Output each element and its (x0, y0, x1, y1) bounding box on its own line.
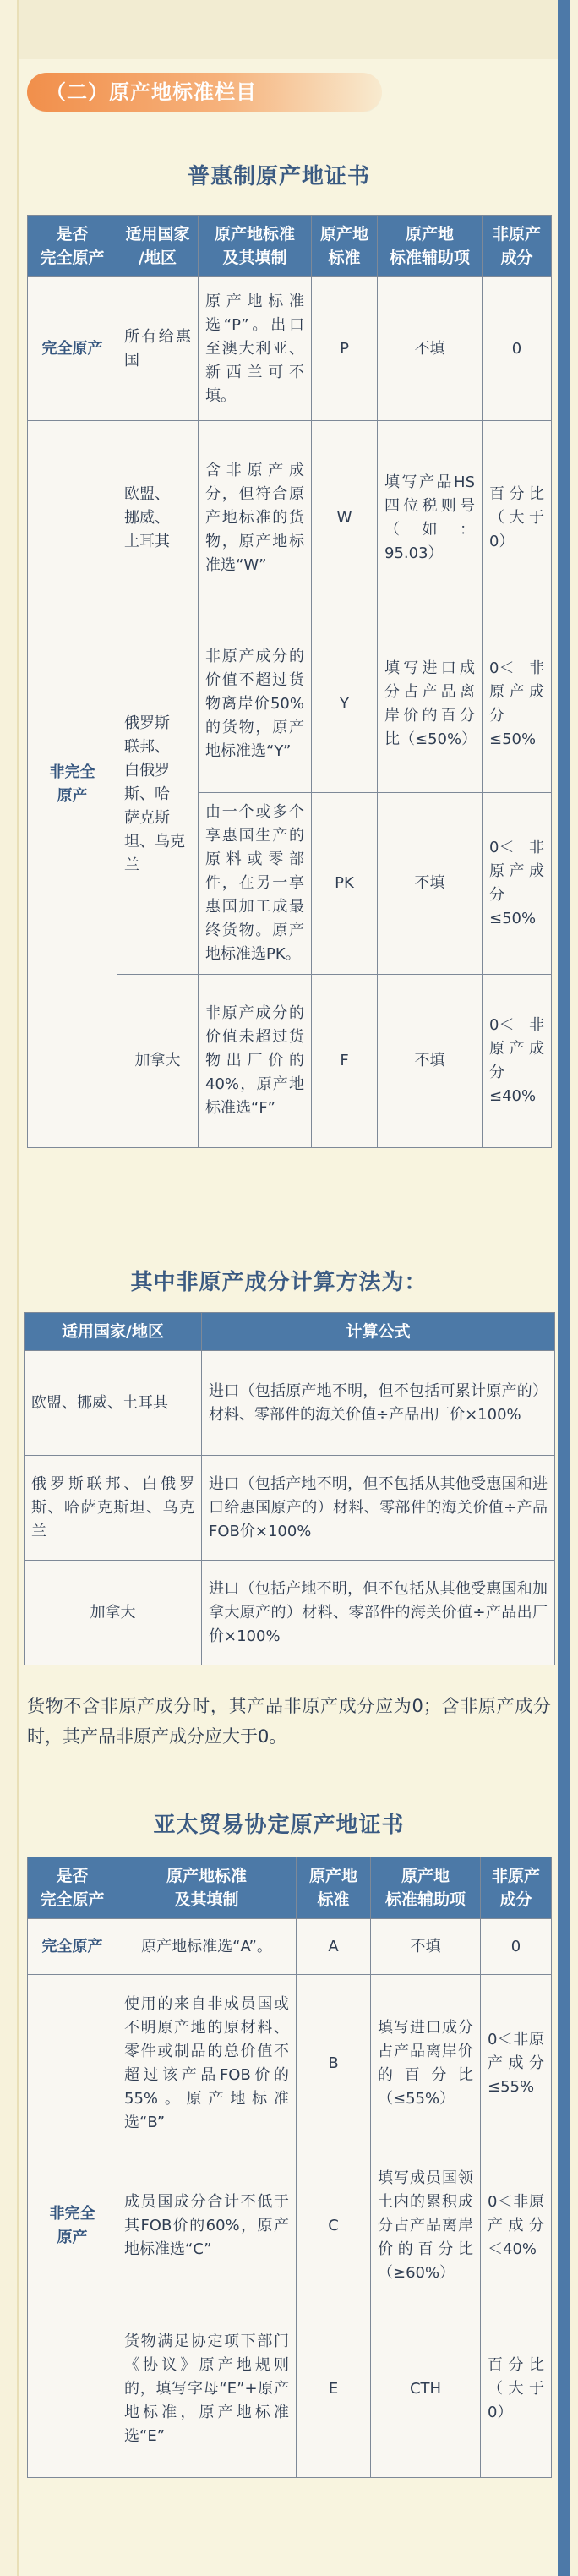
method-row-3-country: 加拿大 (25, 1561, 202, 1665)
apta-header-row (28, 1857, 552, 1919)
apta-col-full: 是否 完全原产 (28, 1857, 117, 1919)
apta-col-aux: 原产地 标准辅助项 (371, 1857, 481, 1919)
gsp-col-fill: 原产地标准 及其填制 (199, 216, 312, 277)
apta-row-e-fill: 货物满足协定项下部门《协议》原产地规则的，填写字母“E”+原产地标准，原产地标准选“E” (117, 2300, 297, 2478)
gsp-col-ratio: 非原产 成分 (483, 216, 552, 277)
method-row (25, 1351, 555, 1456)
gsp-row-f-country: 加拿大 (117, 975, 199, 1148)
apta-full-ratio: 0 (481, 1919, 552, 1975)
gsp-row-y-ratio: 0＜非原产成分≤50% (483, 615, 552, 793)
gsp-col-std: 原产地 标准 (312, 216, 378, 277)
gsp-row-pk-fill: 由一个或多个享惠国生产的原料或零部件，在另一享惠国加工成最终货物。原产地标准选PK。 (199, 793, 312, 975)
apta-title: 亚太贸易协定原产地证书 (153, 1813, 405, 1838)
apta-row-c-std: C (297, 2152, 371, 2300)
gsp-col-full: 是否 完全原产 (28, 216, 117, 277)
apta-col-std: 原产地 标准 (297, 1857, 371, 1919)
gsp-table (27, 215, 552, 1148)
method-row-2-formula: 进口（包括产地不明，但不包括从其他受惠国和进口给惠国原产的）材料、零部件的海关价值÷产品FOB价×100% (202, 1456, 555, 1561)
apta-partial-label: 非完全 原产 (28, 1975, 117, 2478)
gsp-full-aux: 不填 (378, 277, 483, 421)
apta-row-e-aux: CTH (371, 2300, 481, 2478)
method-title: 其中非原产成分计算方法为： (130, 1270, 428, 1295)
apta-row-b-std: B (297, 1975, 371, 2152)
apta-full-fill: 原产地标准选“A”。 (117, 1919, 297, 1975)
gsp-row-y-country: 俄罗斯 联邦、 白俄罗 斯、哈 萨克斯 坦、乌克 兰 (117, 615, 199, 975)
method-col-formula: 计算公式 (202, 1313, 555, 1351)
gsp-row-f-fill: 非原产成分的价值未超过货物出厂价的40%，原产地标准选“F” (199, 975, 312, 1148)
apta-col-fill: 原产地标准 及其填制 (117, 1857, 297, 1919)
gsp-full-ratio: 0 (483, 277, 552, 421)
gsp-row-w-std: W (312, 421, 378, 615)
note-paragraph: 货物不含非原产成分时，其产品非原产成分应为0；含非原产成分时，其产品非原产成分应大于0。 (27, 1696, 551, 1747)
gsp-row-pk-ratio: 0＜非原产成分≤50% (483, 793, 552, 975)
method-col-country: 适用国家/地区 (25, 1313, 202, 1351)
apta-table (27, 1857, 552, 2478)
gsp-row-w-ratio: 百分比（大于0） (483, 421, 552, 615)
gsp-col-country: 适用国家 /地区 (117, 216, 199, 277)
gsp-row-f-ratio: 0＜非原产成分≤40% (483, 975, 552, 1148)
gsp-row-y-fill: 非原产成分的价值不超过货物离岸价50%的货物，原产地标准选“Y” (199, 615, 312, 793)
gsp-row-f-std: F (312, 975, 378, 1148)
apta-row-e-ratio: 百分比（大于0） (481, 2300, 552, 2478)
top-band (19, 0, 558, 59)
method-table (24, 1312, 555, 1665)
gsp-row-w-aux: 填写产品HS四位税则号（如：95.03） (378, 421, 483, 615)
apta-row-c-ratio: 0＜非原产成分＜40% (481, 2152, 552, 2300)
section-header-text: （二）原产地标准栏目 (46, 80, 257, 104)
gsp-row-w-country: 欧盟、 挪威、 土耳其 (117, 421, 199, 615)
method-row (25, 1456, 555, 1561)
method-row-1-country: 欧盟、挪威、土耳其 (25, 1351, 202, 1456)
gsp-header-row (28, 216, 552, 277)
method-row-1-formula: 进口（包括原产地不明，但不包括可累计原产的）材料、零部件的海关价值÷产品出厂价×100% (202, 1351, 555, 1456)
apta-full-aux: 不填 (371, 1919, 481, 1975)
apta-row-b-fill: 使用的来自非成员国或不明原产地的原材料、零件或制品的总价值不超过该产品FOB价的55%。原产地标准选“B” (117, 1975, 297, 2152)
apta-row-e-std: E (297, 2300, 371, 2478)
apta-row-b-aux: 填写进口成分占产品离岸价的百分比（≤55%） (371, 1975, 481, 2152)
apta-full-label: 完全原产 (28, 1919, 117, 1975)
gsp-row-w-fill: 含非原产成分，但符合原产地标准的货物，原产地标准选“W” (199, 421, 312, 615)
method-row (25, 1561, 555, 1665)
gsp-row-pk-std: PK (312, 793, 378, 975)
apta-row-b (28, 1975, 552, 2152)
section-header (27, 73, 382, 112)
method-header-row (25, 1313, 555, 1351)
gsp-full-country: 所有给惠国 (117, 277, 199, 421)
gsp-full-label: 完全原产 (28, 277, 117, 421)
gsp-row-y-aux: 填写进口成分占产品离岸价的百分比（≤50%） (378, 615, 483, 793)
apta-row-c-aux: 填写成员国领土内的累积成分占产品离岸价的百分比（≥60%） (371, 2152, 481, 2300)
gsp-row-w (28, 421, 552, 615)
method-row-3-formula: 进口（包括产地不明，但不包括从其他受惠国和加拿大原产的）材料、零部件的海关价值÷产品出厂价×100% (202, 1561, 555, 1665)
apta-row-c-fill: 成员国成分合计不低于其FOB价的60%，原产地标准选“C” (117, 2152, 297, 2300)
gsp-row-f-aux: 不填 (378, 975, 483, 1148)
gsp-title: 普惠制原产地证书 (187, 164, 370, 189)
gsp-full-std: P (312, 277, 378, 421)
gsp-row-pk-aux: 不填 (378, 793, 483, 975)
gsp-col-aux: 原产地 标准辅助项 (378, 216, 483, 277)
method-row-2-country: 俄罗斯联邦、白俄罗斯、哈萨克斯坦、乌克兰 (25, 1456, 202, 1561)
gsp-partial-label: 非完全 原产 (28, 421, 117, 1148)
gsp-row-y-std: Y (312, 615, 378, 793)
apta-row-b-ratio: 0＜非原产成分≤55% (481, 1975, 552, 2152)
apta-col-ratio: 非原产 成分 (481, 1857, 552, 1919)
apta-full-row (28, 1919, 552, 1975)
gsp-full-row (28, 277, 552, 421)
gsp-full-fill: 原产地标准选“P”。出口至澳大利亚、新西兰可不填。 (199, 277, 312, 421)
apta-full-std: A (297, 1919, 371, 1975)
